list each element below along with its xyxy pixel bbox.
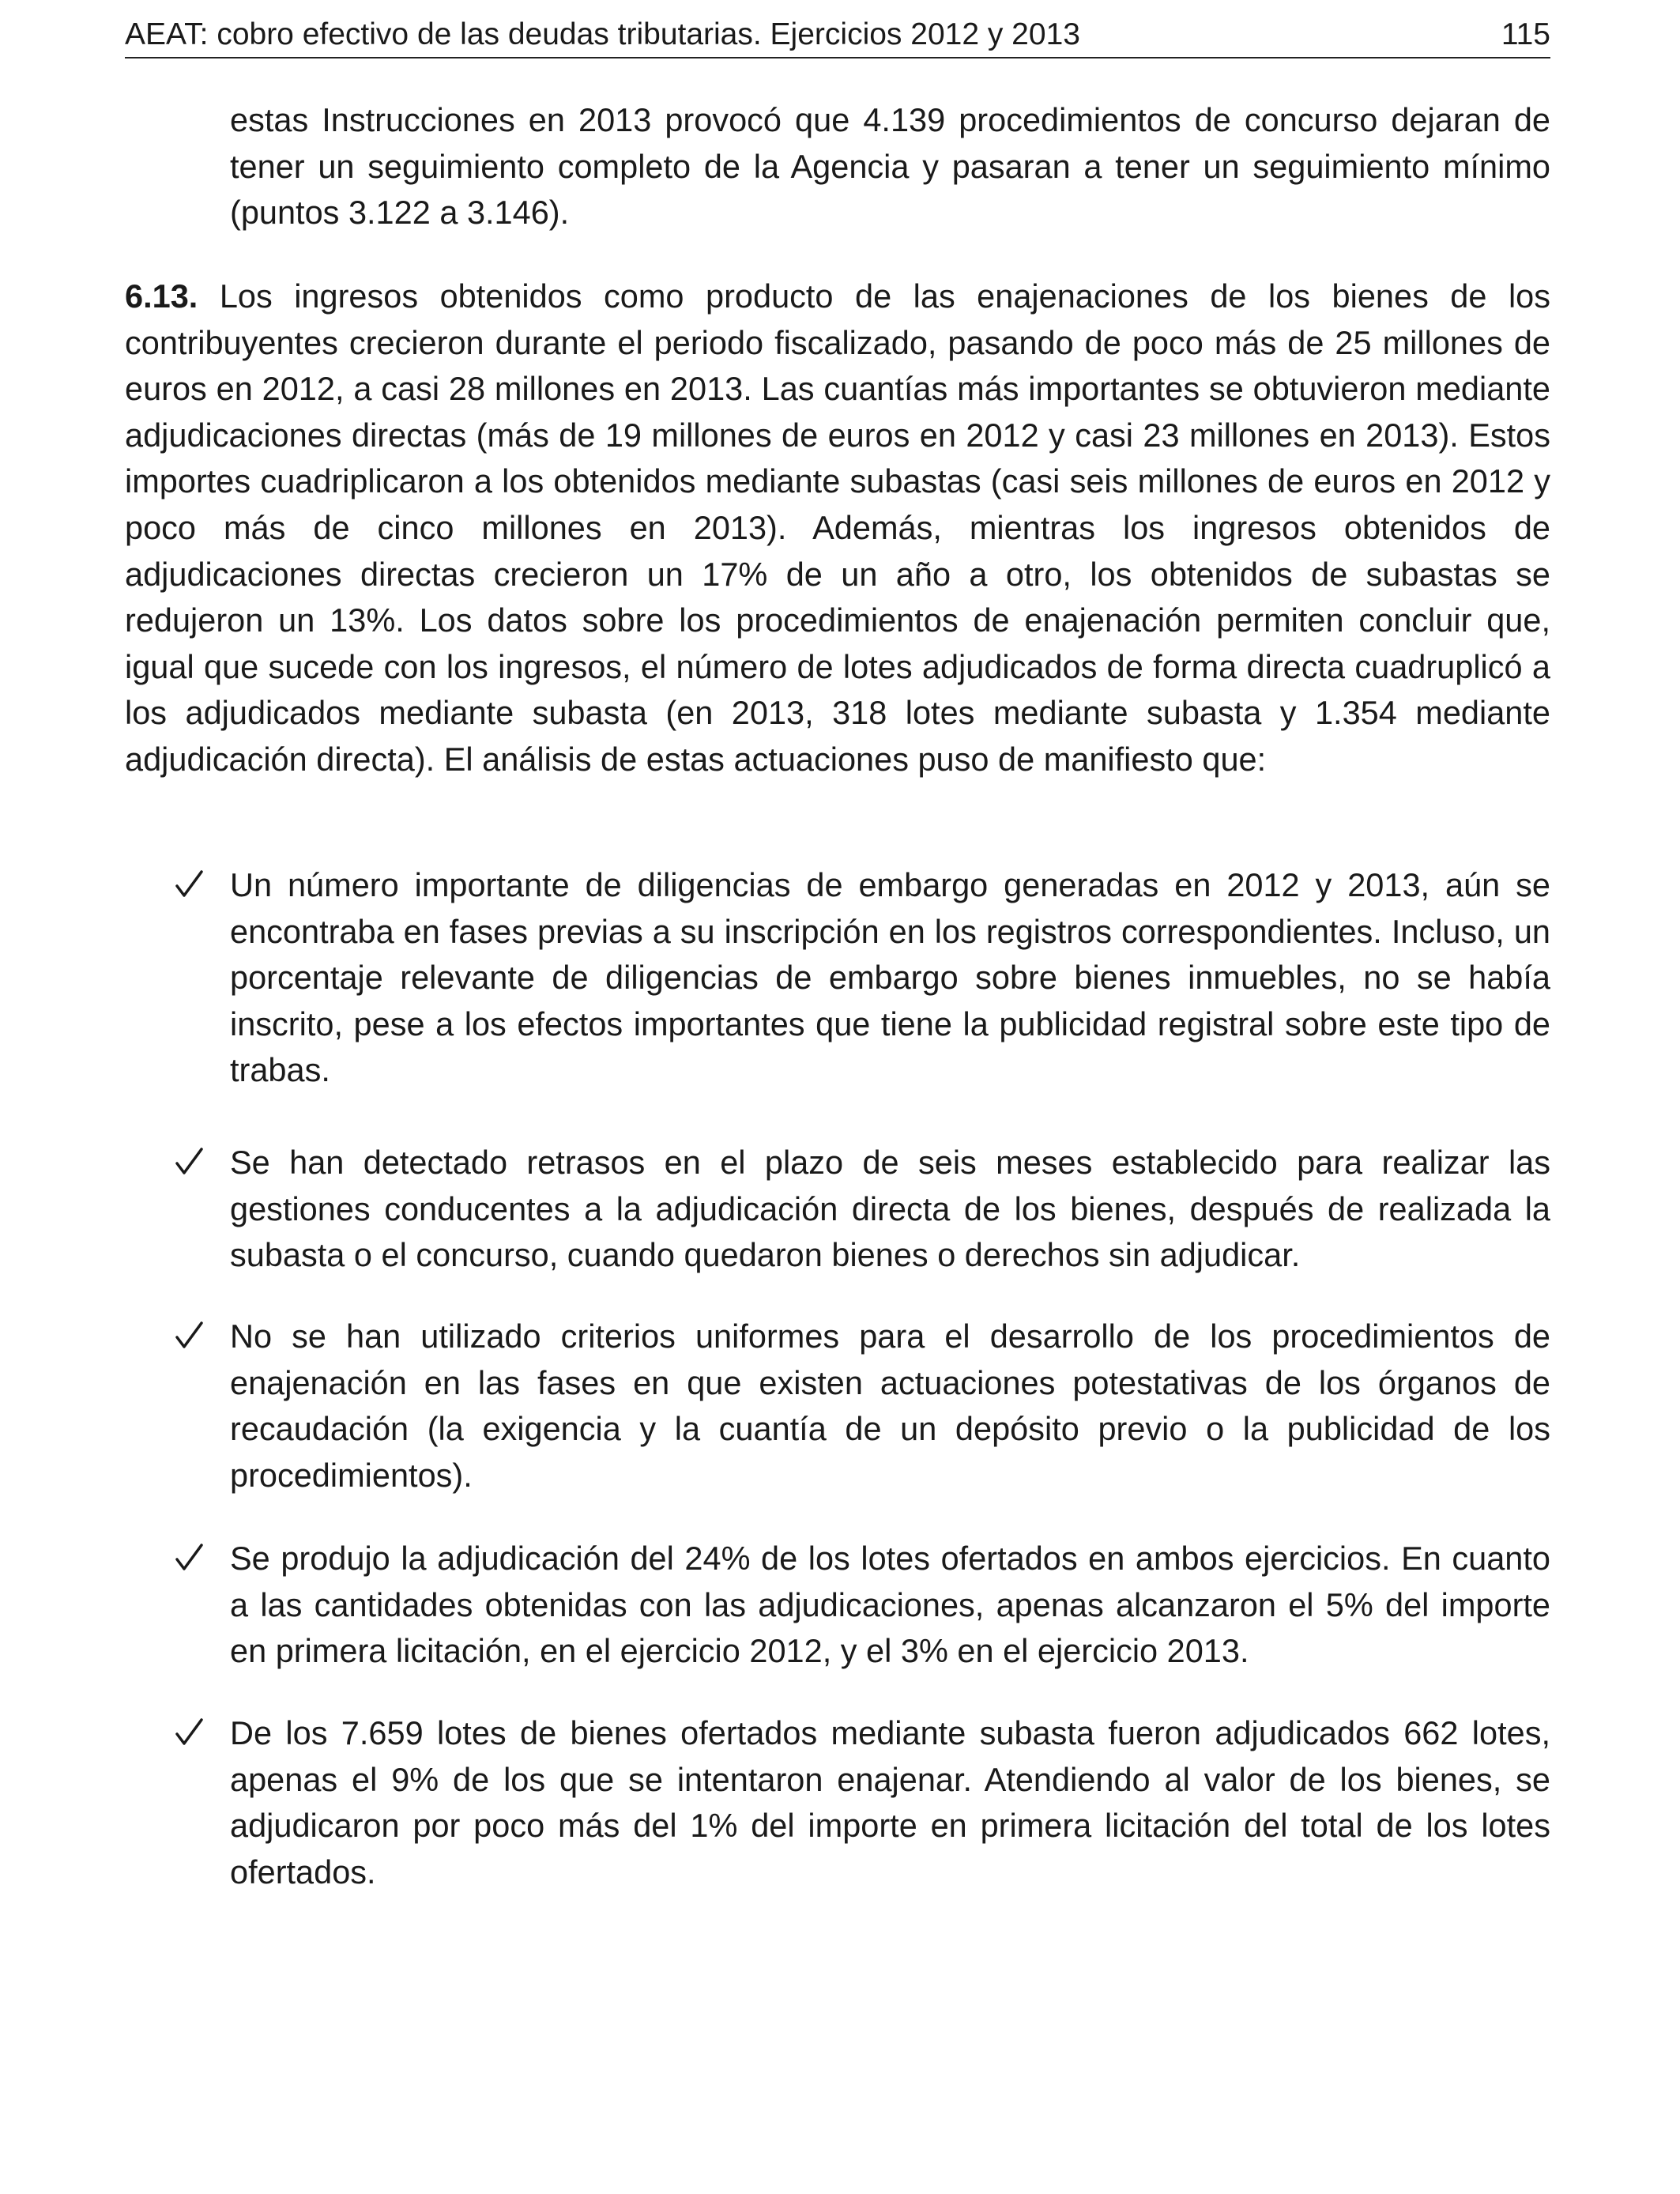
continuation-paragraph: estas Instrucciones en 2013 provocó que 4.139 procedimientos de concurso dejaran de tener un seguimiento completo de la Agencia y pasaran a tener un seguimiento mínimo (puntos 3.122 a 3.146). [230, 101, 1550, 232]
section-paragraph [125, 273, 1550, 783]
bullet-text: Se han detectado retrasos en el plazo de seis meses establecido para realizar las gestiones conducentes a la adjudicación directa de los bienes, después de realizada la subasta o el concurso, cuando quedaron bienes o derechos sin adjudicar. [230, 1144, 1550, 1274]
bullet-item [172, 1140, 1550, 1279]
page-number: 115 [1501, 17, 1550, 51]
bullet-item [172, 1314, 1550, 1498]
bullet-text: De los 7.659 lotes de bienes ofertados mediante subasta fueron adjudicados 662 lotes, apenas el 9% de los que se intentaron enajenar. Atendiendo al valor de los bienes, se adjudicaron por poco más del 1% del importe en primera licitación del total de los lotes ofertados. [230, 1714, 1550, 1891]
checkmark-icon [172, 1140, 207, 1186]
checkmark-icon [172, 1536, 207, 1581]
section-text: Los ingresos obtenidos como producto de las enajenaciones de los bienes de los contribuyentes crecieron durante el periodo fiscalizado, pasando de poco más de 25 millones de euros en 2012, a casi 28 millones en 2013. Las cuantías más importantes se obtuvieron mediante adjudicaciones directas (más de 19 millones de euros en 2012 y casi 23 millones en 2013). Estos importes cuadriplicaron a los obtenidos mediante subastas (casi seis millones de euros en 2012 y poco más de cinco millones en 2013). Además, mientras los ingresos obtenidos de adjudicaciones directas crecieron un 17% de un año a otro, los obtenidos de subastas se redujeron un 13%. Los datos sobre los procedimientos de enajenación permiten concluir que, igual que sucede con los ingresos, el número de lotes adjudicados de forma directa cuadruplicó a los adjudicados mediante subasta (en 2013, 318 lotes mediante subasta y 1.354 mediante adjudicación directa). El análisis de estas actuaciones puso de manifiesto que: [125, 277, 1551, 778]
bullet-text: No se han utilizado criterios uniformes para el desarrollo de los procedimientos de enajenación en las fases en que existen actuaciones potestativas de los órganos de recaudación (la exigencia y la cuantía de un depósito previo o la publicidad de los procedimientos). [230, 1318, 1550, 1494]
checkmark-icon [172, 1710, 207, 1756]
bullet-item [172, 1710, 1550, 1895]
checkmark-icon [172, 862, 207, 908]
page-header [125, 13, 1550, 58]
bullet-item [172, 862, 1550, 1094]
bullet-item [172, 1536, 1550, 1675]
checkmark-icon [172, 1314, 207, 1359]
bullet-text: Se produjo la adjudicación del 24% de los lotes ofertados en ambos ejercicios. En cuanto a las cantidades obtenidas con las adjudicaciones, apenas alcanzaron el 5% del importe en primera licitación, en el ejercicio 2012, y el 3% en el ejercicio 2013. [230, 1540, 1550, 1670]
bullet-text: Un número importante de diligencias de embargo generadas en 2012 y 2013, aún se encontraba en fases previas a su inscripción en los registros correspondientes. Incluso, un porcentaje relevante de diligencias de embargo sobre bienes inmuebles, no se había inscrito, pese a los efectos importantes que tiene la publicidad registral sobre este tipo de trabas. [230, 866, 1550, 1089]
section-number: 6.13. [125, 277, 198, 315]
document-title: AEAT: cobro efectivo de las deudas tributarias. Ejercicios 2012 y 2013 [125, 17, 1080, 51]
